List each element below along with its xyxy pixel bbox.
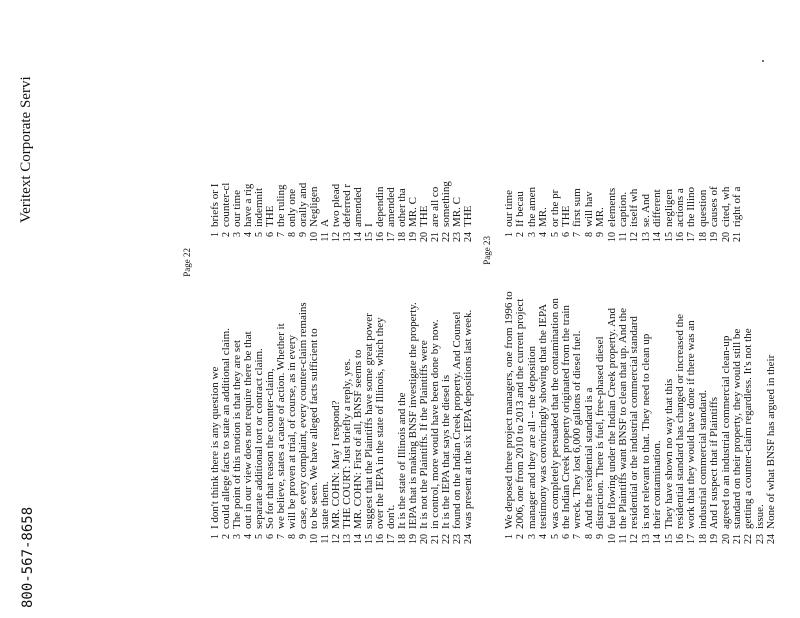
transcript-line bbox=[652, 189, 663, 246]
line-text: over the IEPA in the state of Illinois, which they bbox=[374, 317, 386, 529]
transcript-line bbox=[538, 207, 549, 246]
line-text: It is the state of Illinois and the bbox=[396, 392, 408, 529]
line-number: 19 bbox=[408, 534, 419, 544]
line-number: 5 bbox=[254, 534, 265, 539]
line-text: Negligen bbox=[308, 186, 320, 227]
line-number: 21 bbox=[732, 534, 743, 544]
line-number: 13 bbox=[640, 232, 652, 242]
line-number: 6 bbox=[561, 534, 572, 539]
line-text: A bbox=[319, 219, 331, 227]
line-number: 4 bbox=[243, 534, 254, 539]
line-number: 16 bbox=[675, 534, 686, 544]
line-text: something bbox=[440, 181, 452, 227]
transcript-line bbox=[572, 188, 583, 246]
transcript-line bbox=[766, 355, 777, 548]
line-text: IEPA that is making BNSF investigate the property. bbox=[407, 302, 419, 529]
transcript-line bbox=[538, 304, 549, 548]
line-number: 16 bbox=[675, 232, 686, 242]
transcript-line bbox=[561, 305, 572, 548]
line-number: 5 bbox=[549, 534, 561, 539]
line-number: 11 bbox=[320, 534, 331, 544]
line-number: 12 bbox=[331, 534, 342, 544]
page-number: Page 22 bbox=[182, 248, 192, 277]
line-number: 14 bbox=[652, 232, 664, 242]
transcript-line bbox=[607, 308, 618, 548]
transcript-line bbox=[743, 328, 754, 548]
line-number: 1 bbox=[210, 232, 221, 237]
line-number: 4 bbox=[538, 232, 550, 237]
line-text: MR. COHN: First of all, BNSF seems to bbox=[352, 349, 364, 529]
line-number: 23 bbox=[452, 232, 463, 242]
line-number: 22 bbox=[743, 534, 755, 544]
line-number: 19 bbox=[709, 534, 721, 544]
line-number: 21 bbox=[732, 232, 743, 242]
line-text: the Indian Creek property originated from the train bbox=[560, 305, 572, 529]
line-text: state them. bbox=[319, 481, 331, 529]
transcript-line bbox=[629, 316, 640, 548]
line-number: 13 bbox=[342, 232, 353, 242]
line-number: 24 bbox=[766, 534, 778, 544]
line-number: 7 bbox=[572, 534, 584, 539]
line-text: negligen bbox=[662, 189, 675, 227]
line-number: 14 bbox=[353, 534, 364, 544]
line-number: 8 bbox=[583, 534, 595, 539]
line-number: 5 bbox=[254, 232, 265, 237]
transcript-line bbox=[755, 504, 766, 548]
line-number: 21 bbox=[430, 232, 441, 242]
line-text: We deposed three project managers, one from 1996 to bbox=[503, 291, 515, 529]
line-number: 10 bbox=[309, 534, 320, 544]
line-text: could allege facts to state an additional claim. bbox=[220, 328, 232, 529]
line-text: manager and they are all -- the deposition bbox=[525, 346, 538, 529]
transcript-line bbox=[550, 298, 561, 548]
transcript-line bbox=[732, 187, 743, 246]
line-text: residential or the industrial commercial standard bbox=[628, 316, 641, 529]
line-number: 2 bbox=[221, 232, 232, 237]
transcript-line bbox=[463, 206, 474, 246]
transcript-line bbox=[584, 191, 595, 246]
line-number: 8 bbox=[287, 232, 298, 237]
line-number: 20 bbox=[419, 232, 430, 242]
line-number: 1 bbox=[504, 232, 515, 237]
transcript-line bbox=[698, 390, 709, 548]
line-number: 7 bbox=[276, 534, 287, 539]
line-number: 23 bbox=[754, 534, 766, 544]
line-number: 3 bbox=[232, 534, 243, 539]
line-number: 17 bbox=[386, 232, 397, 242]
transcript-line bbox=[515, 299, 526, 548]
transcript-line bbox=[686, 187, 697, 246]
line-text: out in our view does not require there be that bbox=[242, 331, 254, 529]
line-text: actions a bbox=[674, 188, 686, 227]
line-number: 2 bbox=[515, 232, 527, 237]
line-number: 10 bbox=[309, 232, 320, 242]
line-text: question bbox=[696, 189, 709, 227]
line-text: elements bbox=[605, 187, 618, 227]
transcript-line bbox=[629, 189, 640, 246]
transcript-column-page-23 bbox=[482, 236, 782, 548]
line-number: 18 bbox=[697, 232, 709, 242]
line-number: 4 bbox=[538, 534, 550, 539]
line-number: 15 bbox=[364, 534, 375, 544]
line-text: the Plaintiffs want BNSF to clean that up. And the bbox=[617, 308, 629, 529]
line-number: 12 bbox=[629, 534, 641, 544]
line-text: 2006, one from 2010 to 2013 and the current project bbox=[514, 298, 527, 529]
line-text: industrial commercial standard. bbox=[696, 390, 709, 529]
line-number: 15 bbox=[663, 232, 675, 242]
footer-company-name: Veritext Corporate Servi bbox=[18, 76, 34, 223]
line-text: are all co bbox=[429, 186, 441, 227]
transcript-line bbox=[709, 186, 720, 246]
line-text: our time bbox=[231, 190, 243, 227]
line-text: It is not the Plaintiffs. If the Plaintiffs were bbox=[418, 340, 430, 529]
line-number: 6 bbox=[265, 232, 276, 237]
line-number: 18 bbox=[697, 534, 709, 544]
transcript-line bbox=[641, 334, 652, 548]
line-text: have a rig bbox=[242, 183, 254, 227]
line-number: 24 bbox=[463, 534, 474, 544]
line-text: distraction. There is fuel, free-phased diesel bbox=[594, 336, 607, 529]
transcript-line bbox=[721, 336, 732, 548]
transcript-line bbox=[664, 379, 675, 548]
line-number: 1 bbox=[504, 534, 515, 539]
line-text: issue. bbox=[753, 504, 766, 529]
line-number: 17 bbox=[386, 534, 397, 544]
line-number: 2 bbox=[221, 534, 232, 539]
line-number: 12 bbox=[331, 232, 342, 242]
line-number: 13 bbox=[342, 534, 353, 544]
line-number: 3 bbox=[526, 232, 538, 237]
line-number: 19 bbox=[709, 232, 721, 242]
transcript-line bbox=[607, 188, 618, 246]
line-text: And the residential standard is a bbox=[582, 387, 595, 529]
transcript-line bbox=[618, 192, 629, 246]
line-number: 17 bbox=[686, 534, 698, 544]
line-text: amended bbox=[385, 187, 397, 227]
line-text: standard on their property, they would still be bbox=[731, 328, 743, 529]
transcript-line bbox=[709, 397, 720, 548]
line-number: 5 bbox=[549, 232, 561, 237]
line-text: The point of this motion is that they are set bbox=[231, 339, 243, 529]
line-number: 21 bbox=[430, 534, 441, 544]
line-text: suggest that the Plaintiffs have some great power bbox=[363, 313, 375, 529]
transcript-line bbox=[675, 314, 686, 548]
transcript-line bbox=[572, 331, 583, 548]
line-text: I don't think there is any question we bbox=[209, 366, 221, 529]
footer-phone-number: 800-567-8658 bbox=[20, 506, 36, 608]
line-text: testimony was convincingly showing that the IEPA bbox=[537, 303, 550, 529]
line-text: So for that reason the counter-claim, bbox=[264, 368, 276, 529]
transcript-line bbox=[698, 190, 709, 246]
line-number: 6 bbox=[265, 534, 276, 539]
line-text: don't. bbox=[385, 504, 397, 529]
transcript-line bbox=[732, 329, 743, 548]
line-text: causes of bbox=[708, 186, 721, 227]
transcript-line bbox=[675, 188, 686, 246]
line-number: 20 bbox=[720, 534, 732, 544]
transcript-line bbox=[527, 346, 538, 548]
transcript-line bbox=[550, 190, 561, 246]
line-text: we believe, states a cause of action. Whether it bbox=[275, 323, 287, 529]
line-text: case, every complaint, every counter-claim remains bbox=[297, 302, 309, 529]
line-text: deferred r bbox=[341, 183, 353, 227]
line-text: THE bbox=[264, 205, 276, 227]
line-text: work that they would have done if there was an bbox=[685, 320, 698, 529]
line-text: THE bbox=[462, 205, 474, 227]
line-number: 7 bbox=[572, 232, 584, 237]
line-text: their contamination. bbox=[651, 440, 664, 529]
line-text: to be seen. We have alleged facts sufficient to bbox=[308, 328, 320, 529]
line-number: 10 bbox=[606, 534, 618, 544]
line-text: right of a bbox=[731, 186, 743, 227]
line-number: 22 bbox=[441, 534, 452, 544]
transcript-line bbox=[504, 291, 515, 548]
line-text: It is the IEPA that says the diesel is bbox=[440, 374, 452, 529]
line-text: our time bbox=[503, 190, 515, 227]
line-number: 9 bbox=[298, 232, 309, 237]
line-number: 2 bbox=[515, 534, 527, 539]
line-text: getting a counter-claim regardless. It's not the bbox=[742, 328, 755, 529]
line-text: first sum bbox=[571, 188, 584, 227]
page-number: Page 23 bbox=[482, 236, 492, 265]
line-number: 12 bbox=[629, 232, 641, 242]
line-text: itself wh bbox=[628, 188, 641, 227]
transcript-line bbox=[641, 194, 652, 246]
line-text: residential standard has changed or increased the bbox=[674, 313, 686, 529]
line-text: amended bbox=[352, 187, 364, 227]
line-text: two plead bbox=[330, 183, 342, 227]
line-number: 11 bbox=[320, 232, 331, 242]
line-number: 11 bbox=[618, 232, 629, 242]
scan-speck bbox=[762, 60, 764, 62]
line-text: THE bbox=[418, 205, 430, 227]
line-text: MR. COHN: May I respond? bbox=[330, 400, 342, 529]
transcript-line bbox=[504, 190, 515, 246]
line-text: orally and bbox=[297, 182, 309, 227]
line-number: 8 bbox=[287, 534, 298, 539]
line-text: MR. bbox=[537, 207, 550, 227]
line-number: 23 bbox=[452, 534, 463, 544]
line-text: dependin bbox=[374, 186, 386, 227]
line-number: 10 bbox=[606, 232, 618, 242]
transcript-line bbox=[584, 388, 595, 548]
line-number: 24 bbox=[463, 232, 474, 242]
line-text: caption. bbox=[617, 191, 629, 227]
transcript-line bbox=[652, 440, 663, 548]
line-number: 16 bbox=[375, 232, 386, 242]
line-number: 18 bbox=[397, 534, 408, 544]
line-text: found on the Indian Creek property. And Counsel bbox=[451, 311, 463, 529]
line-text: THE COURT: Just briefly a reply, yes. bbox=[341, 358, 353, 529]
line-number: 7 bbox=[276, 232, 287, 237]
line-number: 15 bbox=[364, 232, 375, 242]
line-number: 1 bbox=[210, 534, 221, 539]
line-text: the Illino bbox=[685, 186, 698, 227]
line-number: 14 bbox=[652, 534, 664, 544]
line-text: will be proven at trial, of course, as in every bbox=[286, 335, 298, 529]
line-text: fuel flowing under the Indian Creek property. And bbox=[605, 307, 618, 529]
line-number: 3 bbox=[232, 232, 243, 237]
transcript-column-page-24-partial bbox=[182, 0, 472, 246]
line-number: 9 bbox=[595, 534, 607, 539]
line-number: 13 bbox=[640, 534, 652, 544]
line-text: will hav bbox=[582, 191, 595, 227]
line-number: 4 bbox=[243, 232, 254, 237]
transcript-column-page-22 bbox=[182, 250, 472, 548]
line-text: THE bbox=[560, 205, 572, 227]
line-text: MR. C bbox=[451, 197, 463, 227]
line-number: 20 bbox=[419, 534, 430, 544]
line-number: 15 bbox=[663, 534, 675, 544]
line-text: wreck. They lost 6,000 gallons of diesel fuel. bbox=[571, 330, 584, 529]
line-text: or the pr bbox=[548, 189, 561, 227]
transcript-line bbox=[664, 189, 675, 246]
line-text: briefs or I bbox=[209, 183, 221, 227]
line-number: 22 bbox=[441, 232, 452, 242]
line-text: is not relevant to that. They need to clean up bbox=[639, 333, 652, 529]
transcript-line bbox=[353, 187, 364, 246]
line-text: se. And bbox=[639, 194, 652, 227]
line-number: 9 bbox=[595, 232, 607, 237]
line-text: None of what BNSF has argued in their bbox=[765, 354, 778, 529]
line-number: 9 bbox=[298, 534, 309, 539]
transcript-line bbox=[561, 206, 572, 246]
transcript-line bbox=[618, 308, 629, 548]
line-text: only one bbox=[286, 188, 298, 227]
line-text: other tha bbox=[396, 188, 408, 227]
line-text: counter-cl bbox=[220, 182, 232, 227]
line-number: 3 bbox=[526, 534, 538, 539]
line-number: 11 bbox=[618, 534, 629, 544]
line-text: the amen bbox=[525, 186, 538, 227]
line-text: They have shown no way that this bbox=[662, 378, 675, 529]
line-number: 14 bbox=[353, 232, 364, 242]
transcript-line bbox=[309, 187, 320, 246]
line-number: 20 bbox=[720, 232, 732, 242]
line-text: If becau bbox=[514, 191, 527, 227]
transcript-line bbox=[515, 191, 526, 246]
transcript-line bbox=[463, 310, 474, 548]
line-text: in control, more would have been done by now. bbox=[429, 319, 441, 529]
line-text: MR. C bbox=[407, 197, 419, 227]
line-number: 17 bbox=[686, 232, 698, 242]
line-text: the ruling bbox=[275, 184, 287, 227]
line-text: cited, wh bbox=[719, 186, 732, 227]
transcript-line bbox=[686, 320, 697, 548]
line-text: separate additional tort or contract claim. bbox=[253, 348, 265, 529]
line-number: 16 bbox=[375, 534, 386, 544]
transcript-line bbox=[721, 187, 732, 246]
transcript-line bbox=[595, 207, 606, 246]
line-text: MR. bbox=[594, 207, 607, 227]
line-text: was present at the six IEPA depositions last week. bbox=[462, 309, 474, 529]
line-text: agreed to an industrial commercial clean-up bbox=[719, 335, 732, 529]
transcript-column-page-25-partial bbox=[482, 0, 782, 246]
line-number: 18 bbox=[397, 232, 408, 242]
line-number: 19 bbox=[408, 232, 419, 242]
transcript-line bbox=[527, 187, 538, 246]
transcript-line bbox=[595, 336, 606, 548]
line-text: And I suspect that if Plaintiffs bbox=[708, 396, 721, 529]
line-text: I bbox=[363, 223, 375, 227]
line-text: indemnit bbox=[253, 187, 265, 227]
line-text: was completely persuaded that the contamination on bbox=[548, 298, 561, 529]
line-number: 6 bbox=[561, 232, 572, 237]
line-number: 8 bbox=[583, 232, 595, 237]
line-text: different bbox=[651, 189, 664, 227]
